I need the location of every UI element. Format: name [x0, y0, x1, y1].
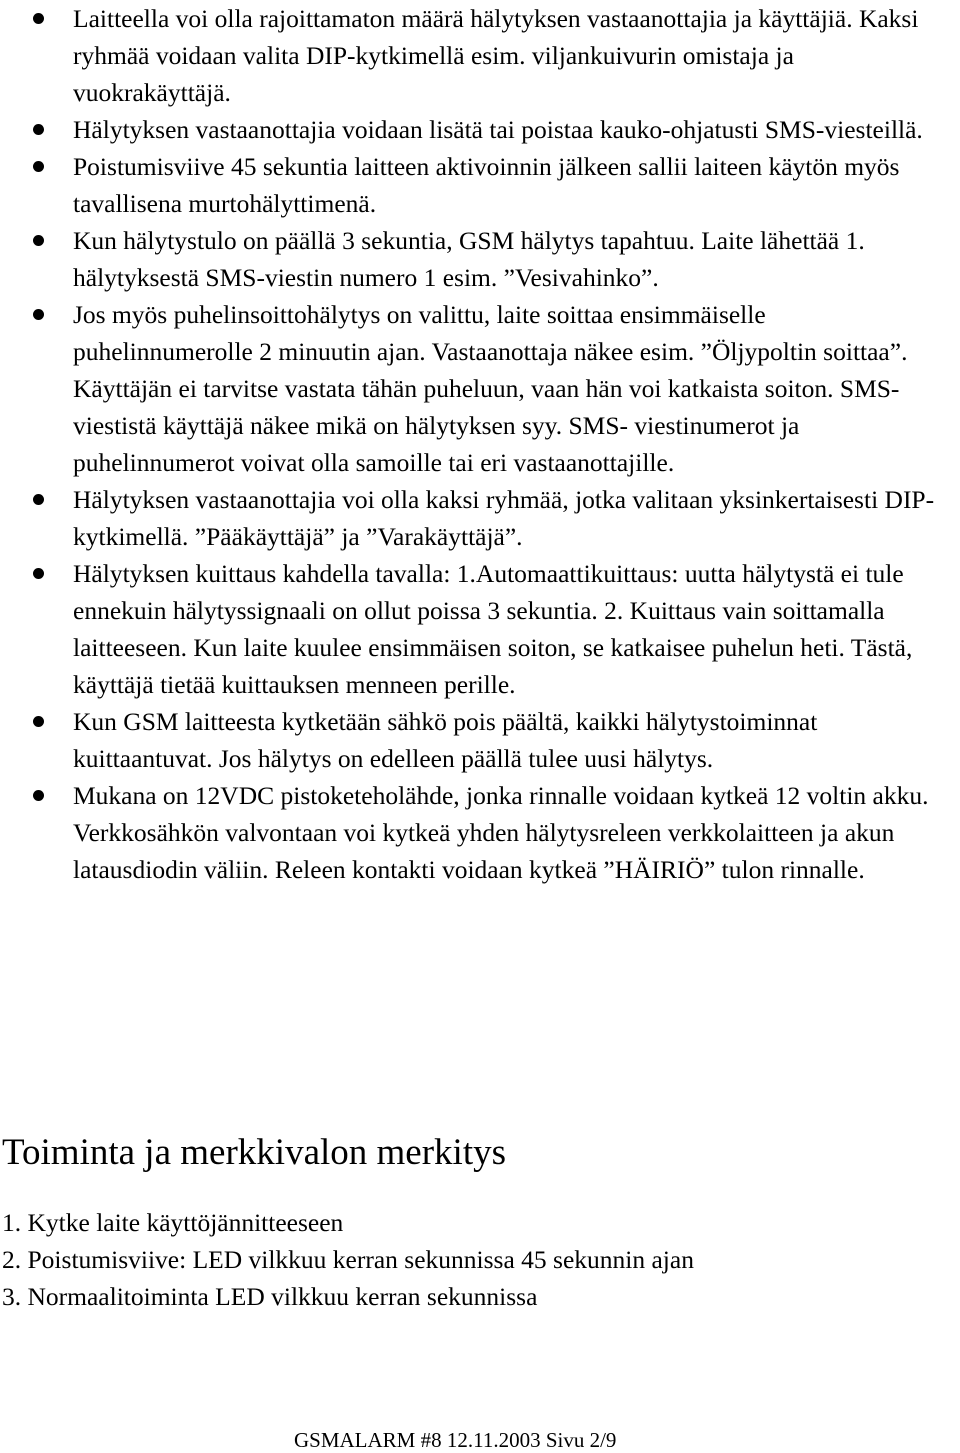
section-heading: Toiminta ja merkkivalon merkitys: [2, 1132, 506, 1173]
bullet-dot-icon: [33, 161, 44, 172]
bullet-dot-icon: [33, 790, 44, 801]
bullet-item: [0, 777, 960, 888]
bullet-text: Hälytyksen vastaanottajia voidaan lisätä tai poistaa kauko-ohjatusti SMS-viesteillä.: [73, 115, 923, 144]
step-item: 3. Normaalitoiminta LED vilkkuu kerran sekunnissa: [2, 1282, 538, 1311]
bullet-text: Hälytyksen vastaanottajia voi olla kaksi ryhmää, jotka valitaan yksinkertaisesti DIP-kytkimellä. ”Pääkäyttäjä” ja ”Varakäyttäjä”.: [73, 485, 935, 551]
bullet-item: [0, 111, 960, 148]
bullet-dot-icon: [33, 494, 44, 505]
bullet-dot-icon: [33, 124, 44, 135]
page-footer: GSMALARM #8 12.11.2003 Sivu 2/9: [294, 1428, 617, 1452]
bullet-text: Kun GSM laitteesta kytketään sähkö pois päältä, kaikki hälytystoiminnat kuittaantuvat. Jos hälytys on edelleen päällä tulee uusi hälytys.: [73, 707, 818, 773]
bullet-item: [0, 703, 960, 777]
bullet-text: Hälytyksen kuittaus kahdella tavalla: 1.Automaattikuittaus: uutta hälytystä ei tule ennekuin hälytyssignaali on ollut poissa 3 sekuntia. 2. Kuittaus vain soittamalla laitteeseen. Kun laite kuulee ensimmäisen soiton, se katkaisee puhelun heti. Tästä, käyttäjä tietää kuittauksen menneen perille.: [73, 559, 913, 699]
bullet-text: Jos myös puhelinsoittohälytys on valittu, laite soittaa ensimmäiselle puhelinnumerolle 2 minuutin ajan. Vastaanottaja näkee esim. ”Öljypoltin soittaa”. Käyttäjän ei tarvitse vastata tähän puheluun, vaan hän voi katkaista soiton. SMS-viestistä käyttäjä näkee mikä on hälytyksen syy. SMS- viestinumerot ja puhelinnumerot voivat olla samoille tai eri vastaanottajille.: [73, 300, 908, 477]
bullet-item: [0, 148, 960, 222]
bullet-dot-icon: [33, 716, 44, 727]
bullet-text: Mukana on 12VDC pistoketeholähde, jonka rinnalle voidaan kytkeä 12 voltin akku. Verkkosähkön valvontaan voi kytkeä yhden hälytysreleen verkkolaitteen ja akun latausdiodin väliin. Releen kontakti voidaan kytkeä ”HÄIRIÖ” tulon rinnalle.: [73, 781, 929, 884]
bullet-dot-icon: [33, 568, 44, 579]
bullet-text: Kun hälytystulo on päällä 3 sekuntia, GSM hälytys tapahtuu. Laite lähettää 1. hälytyksestä SMS-viestin numero 1 esim. ”Vesivahinko”.: [73, 226, 865, 292]
bullet-item: [0, 0, 960, 111]
bullet-item: [0, 481, 960, 555]
bullet-dot-icon: [33, 13, 44, 24]
bullet-dot-icon: [33, 309, 44, 320]
step-item: 1. Kytke laite käyttöjännitteeseen: [2, 1208, 344, 1237]
bullet-dot-icon: [33, 235, 44, 246]
bullet-item: [0, 296, 960, 481]
bullet-item: [0, 222, 960, 296]
bullet-text: Laitteella voi olla rajoittamaton määrä hälytyksen vastaanottajia ja käyttäjiä. Kaksi ryhmää voidaan valita DIP-kytkimellä esim. viljankuivurin omistaja ja vuokrakäyttäjä.: [73, 4, 919, 107]
bullet-text: Poistumisviive 45 sekuntia laitteen aktivoinnin jälkeen sallii laiteen käytön myös tavallisena murtohälyttimenä.: [73, 152, 900, 218]
operation-steps-list: [2, 1204, 694, 1315]
step-item: 2. Poistumisviive: LED vilkkuu kerran sekunnissa 45 sekunnin ajan: [2, 1245, 694, 1274]
bullet-item: [0, 555, 960, 703]
